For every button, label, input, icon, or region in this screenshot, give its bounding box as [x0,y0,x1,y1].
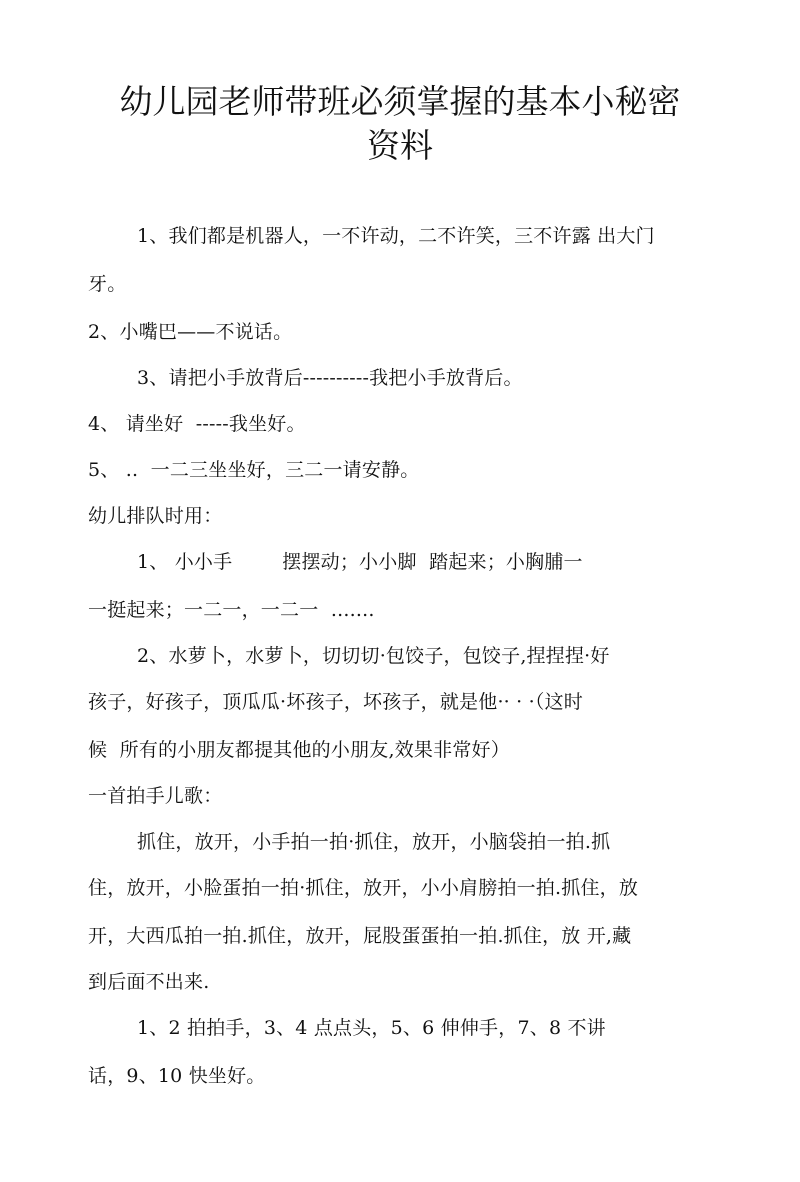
lineup-2-line-3: 候 所有的小朋友都提其他的小朋友,效果非常好） [88,739,510,761]
count-rhyme-line-1: 1、2 拍拍手，3、4 点点头，5、6 伸伸手，7、8 不讲 [137,1017,606,1039]
song-line-4: 到后面不出来. [88,971,210,993]
song-line-3: 开，大西瓜拍一拍.抓住，放开，屁股蛋蛋拍一拍.抓住，放 开,藏 [88,925,632,947]
document-title-line-1: 幼儿园老师带班必须掌握的基本小秘密 [119,82,681,121]
section-heading-clapping-song: 一首拍手儿歌： [88,785,223,807]
lineup-2-line-1: 2、水萝卜，水萝卜，切切切·包饺子，包饺子,捏捏捏·好 [137,645,610,667]
rule-1-line-1: 1、我们都是机器人，一不许动，二不许笑，三不许露 出大门 [137,225,655,247]
rule-5: 5、 .. 一二三坐坐好，三二一请安静。 [88,459,420,481]
rule-2: 2、小嘴巴——不说话。 [88,321,293,343]
section-heading-lineup: 幼儿排队时用： [88,505,223,527]
document-title-line-2: 资料 [367,126,433,165]
count-rhyme-line-2: 话，9、10 快坐好。 [88,1065,266,1087]
song-line-1: 抓住，放开，小手拍一拍·抓住，放开，小脑袋拍一拍.抓 [137,831,611,853]
rule-1-line-2: 牙。 [88,273,127,295]
song-line-2: 住，放开，小脸蛋拍一拍·抓住，放开，小小肩膀拍一拍.抓住，放 [88,877,639,899]
lineup-2-line-2: 孩子，好孩子，顶瓜瓜·坏孩子，坏孩子，就是他·· · ·（这时 [88,691,583,713]
rule-3: 3、请把小手放背后----------我把小手放背后。 [137,367,523,389]
rule-4: 4、 请坐好 -----我坐好。 [88,413,306,435]
lineup-1-line-2: 一挺起来；一二一，一二一 ....... [88,599,375,621]
lineup-1-line-1: 1、 小小手 摆摆动；小小脚 踏起来；小胸脯一 [137,551,583,573]
